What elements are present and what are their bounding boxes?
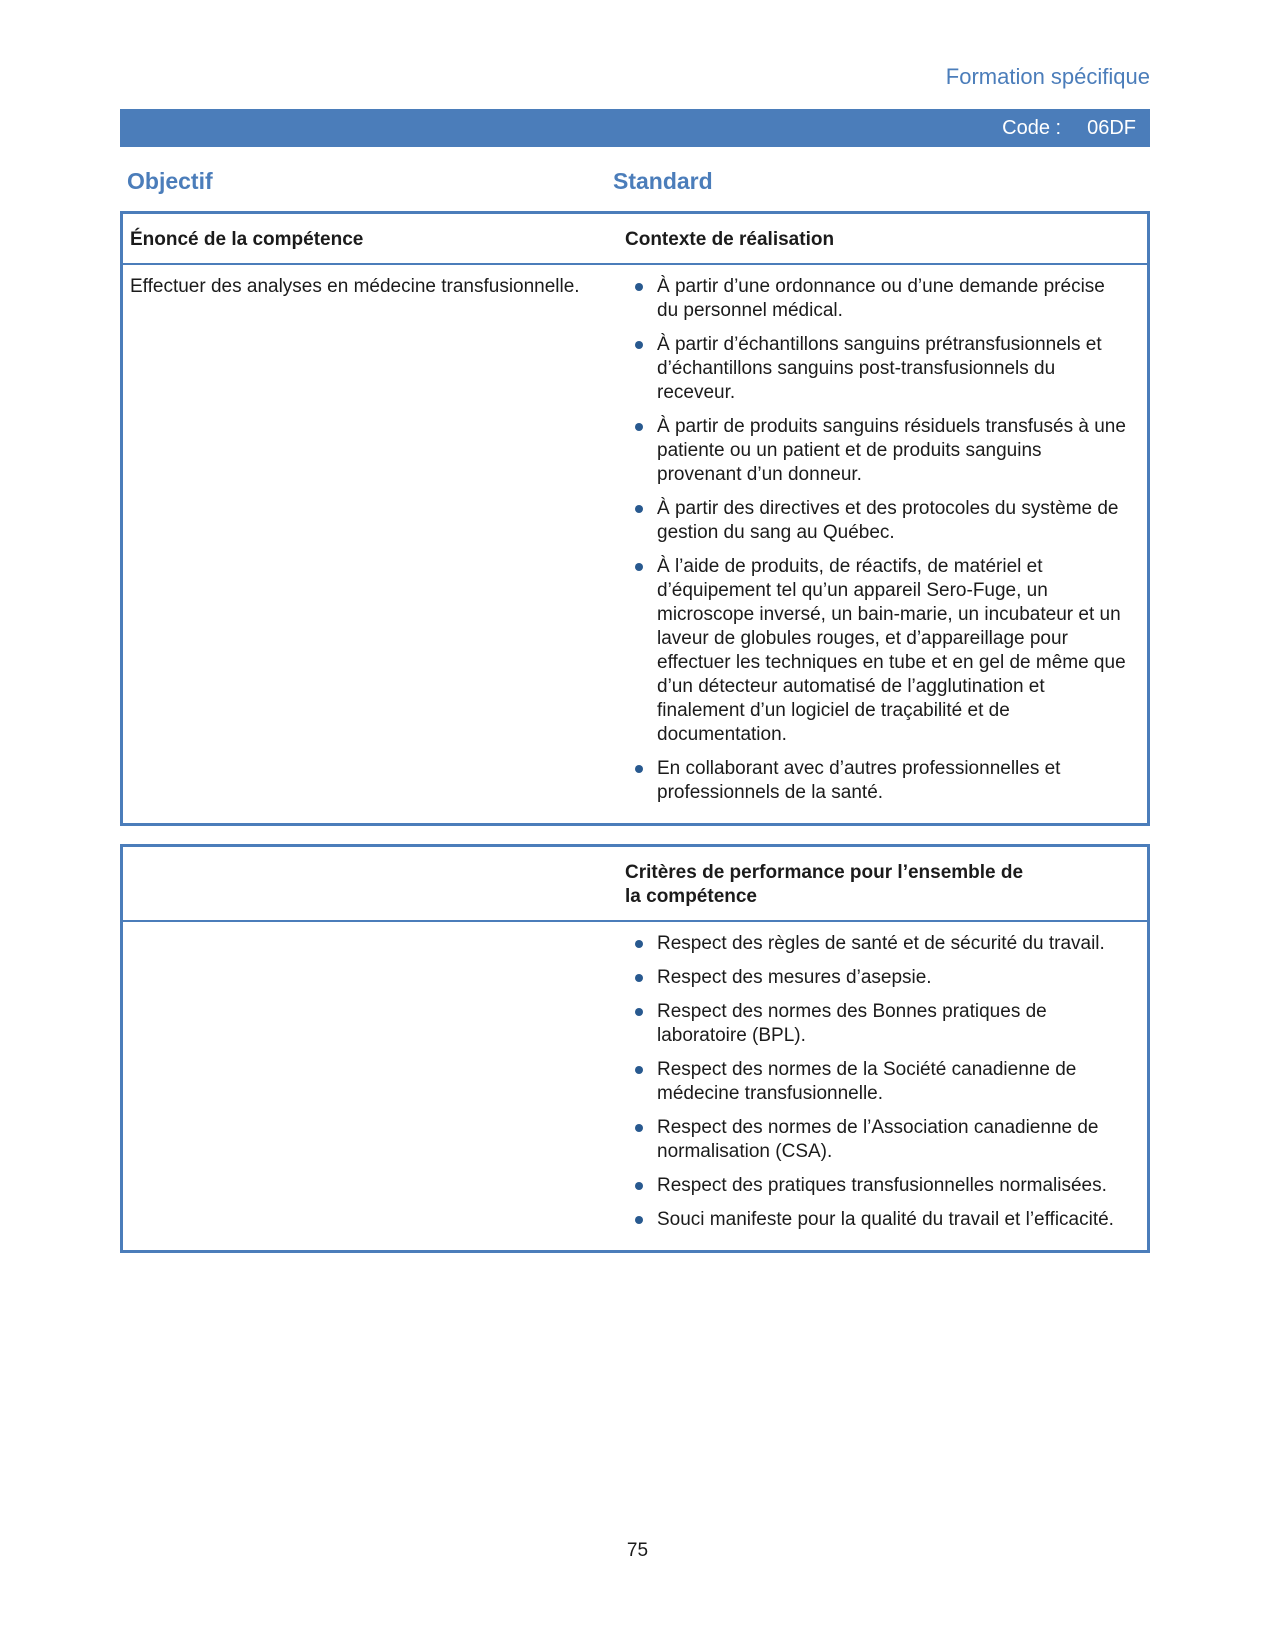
page-content: [120, 0, 1150, 1253]
column-headings: [120, 168, 1150, 195]
bullet-icon: [635, 1216, 643, 1224]
list-item: [625, 415, 1133, 487]
code-label: Code :: [1002, 116, 1062, 139]
list-item-text: Respect des pratiques transfusionnelles normalisées.: [657, 1175, 1107, 1196]
list-item-text: Respect des mesures d’asepsie.: [657, 967, 932, 988]
list-item: [625, 1174, 1133, 1198]
criteres-list: [625, 932, 1133, 1232]
bullet-icon: [635, 283, 643, 291]
list-item: [625, 966, 1133, 990]
criteres-table-body: [123, 922, 1147, 1250]
list-item: [625, 1000, 1133, 1048]
bullet-icon: [635, 341, 643, 349]
list-item: [625, 555, 1133, 747]
contexte-cell: [613, 265, 1147, 823]
criteres-cell: [613, 922, 1147, 1250]
bullet-icon: [635, 1066, 643, 1074]
enonce-text: Effectuer des analyses en médecine transfusionnelle.: [130, 276, 580, 297]
criteres-header: [613, 847, 1147, 920]
list-item-text: À partir d’échantillons sanguins prétransfusionnels et d’échantillons sanguins post-transfusionnels du receveur.: [657, 334, 1102, 403]
list-item-text: Respect des règles de santé et de sécurité du travail.: [657, 933, 1105, 954]
list-item-text: Respect des normes des Bonnes pratiques de laboratoire (BPL).: [657, 1001, 1047, 1046]
list-item: [625, 497, 1133, 545]
list-item-text: En collaborant avec d’autres professionnelles et professionnels de la santé.: [657, 758, 1061, 803]
bullet-icon: [635, 505, 643, 513]
bullet-icon: [635, 974, 643, 982]
list-item-text: Souci manifeste pour la qualité du travail et l’efficacité.: [657, 1209, 1114, 1230]
bullet-icon: [635, 1124, 643, 1132]
list-item-text: Respect des normes de la Société canadienne de médecine transfusionnelle.: [657, 1059, 1077, 1104]
competence-table-header: [123, 214, 1147, 265]
list-item-text: À partir des directives et des protocoles du système de gestion du sang au Québec.: [657, 498, 1119, 543]
contexte-header: Contexte de réalisation: [625, 229, 835, 250]
bullet-icon: [635, 423, 643, 431]
empty-body-cell: [123, 922, 613, 1250]
list-item-text: À partir de produits sanguins résiduels transfusés à une patiente ou un patient et de produits sanguins provenant d’un donneur.: [657, 416, 1126, 485]
bullet-icon: [635, 563, 643, 571]
criteres-table: [120, 844, 1150, 1253]
enonce-header: Énoncé de la compétence: [130, 229, 364, 250]
list-item-text: À l’aide de produits, de réactifs, de matériel et d’équipement tel qu’un appareil Sero-Fuge, un microscope inversé, un bain-marie, un incubateur et un laveur de globules rouges, et d’appareillage pour effectuer les techniques en tube et en gel de même que d’un détecteur automatisé de l’agglutination et finalement d’un logiciel de traçabilité et de documentation.: [657, 556, 1126, 745]
criteres-header-text: Critères de performance pour l’ensemble de la compétence: [625, 862, 1024, 907]
bullet-icon: [635, 765, 643, 773]
list-item: [625, 275, 1133, 323]
code-value: 06DF: [1087, 116, 1136, 139]
list-item: [625, 1208, 1133, 1232]
page-number: 75: [626, 1540, 649, 1561]
code-banner: [120, 109, 1150, 147]
list-item: [625, 932, 1133, 956]
section-heading: Formation spécifique: [945, 64, 1150, 89]
bullet-icon: [635, 1008, 643, 1016]
bullet-icon: [635, 940, 643, 948]
list-item-text: À partir d’une ordonnance ou d’une demande précise du personnel médical.: [657, 276, 1105, 321]
standard-heading: Standard: [613, 168, 713, 194]
list-item-text: Respect des normes de l’Association canadienne de normalisation (CSA).: [657, 1117, 1099, 1162]
list-item: [625, 757, 1133, 805]
list-item: [625, 1058, 1133, 1106]
list-item: [625, 333, 1133, 405]
empty-header-cell: [123, 847, 613, 920]
competence-table-body: [123, 265, 1147, 823]
contexte-list: [625, 275, 1133, 805]
criteres-table-header: [123, 847, 1147, 922]
bullet-icon: [635, 1182, 643, 1190]
objectif-heading: Objectif: [127, 168, 213, 194]
list-item: [625, 1116, 1133, 1164]
competence-table: [120, 211, 1150, 826]
